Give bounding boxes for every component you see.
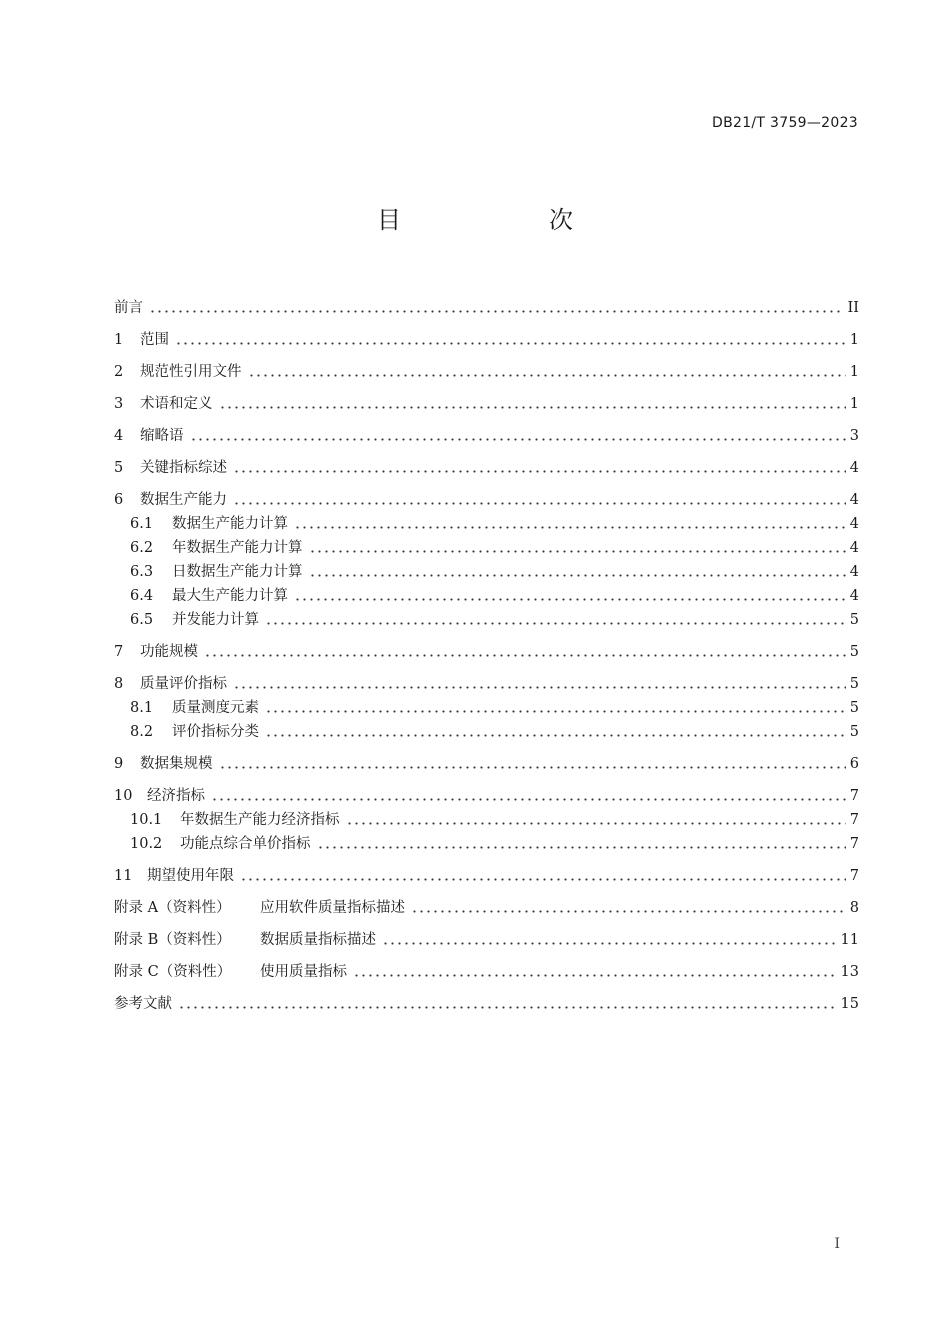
toc-dot-leader: [248, 374, 846, 377]
toc-dot-leader: [265, 710, 846, 713]
toc-entry-number: 6.4: [130, 588, 154, 604]
toc-entry-page: 5: [849, 644, 859, 660]
toc-dot-leader: [309, 550, 846, 553]
toc-entry-label: 应用软件质量指标描述: [260, 900, 405, 916]
toc-dot-leader: [265, 734, 846, 737]
toc-entry[interactable]: [114, 918, 859, 950]
toc-entry-label: 最大生产能力计算: [172, 588, 288, 604]
toc-entry-number: 附录 B（资料性）: [114, 932, 231, 948]
toc-entry-label: 功能点综合单价指标: [180, 836, 311, 852]
toc-entry[interactable]: [114, 742, 859, 774]
toc-entry-number: 6.5: [130, 612, 154, 628]
toc-entry[interactable]: [114, 446, 859, 478]
toc-entry-number: 8.2: [130, 724, 154, 740]
page-number: I: [834, 1236, 840, 1252]
toc-entry[interactable]: [114, 886, 859, 918]
toc-dot-leader: [294, 598, 846, 601]
toc-entry-label: 评价指标分类: [172, 724, 259, 740]
toc-entry[interactable]: [114, 854, 859, 886]
toc-entry[interactable]: [114, 606, 859, 630]
toc-entry-page: 6: [849, 756, 859, 772]
toc-entry-number: 8.1: [130, 700, 154, 716]
toc-entry[interactable]: [114, 662, 859, 694]
toc-entry[interactable]: [114, 318, 859, 350]
toc-dot-leader: [233, 470, 846, 473]
toc-entry-label: 数据集规模: [140, 756, 213, 772]
toc-entry-page: 1: [849, 332, 859, 348]
toc-entry-number: 10: [114, 788, 133, 804]
toc-dot-leader: [317, 846, 846, 849]
toc-entry-label: 功能规模: [140, 644, 198, 660]
toc-entry-page: 15: [840, 996, 859, 1012]
toc-entry-number: 7: [114, 644, 124, 660]
toc-dot-leader: [233, 502, 846, 505]
toc-entry-page: 4: [849, 492, 859, 508]
toc-entry-label: 参考文献: [114, 996, 172, 1012]
toc-entry-page: 4: [849, 564, 859, 580]
toc-dot-leader: [219, 406, 846, 409]
toc-entry-number: 2: [114, 364, 124, 380]
toc-entry-page: 13: [840, 964, 859, 980]
toc-dot-leader: [204, 654, 846, 657]
toc-entry[interactable]: [114, 830, 859, 854]
toc-entry-number: 10.2: [130, 836, 163, 852]
toc-entry[interactable]: [114, 286, 859, 318]
toc-entry[interactable]: [114, 510, 859, 534]
toc-entry-number: 3: [114, 396, 124, 412]
toc-entry-label: 数据质量指标描述: [260, 932, 376, 948]
toc-entry-number: 4: [114, 428, 124, 444]
toc-entry-number: 9: [114, 756, 124, 772]
toc-entry-number: 6.2: [130, 540, 154, 556]
toc-entry-label: 质量评价指标: [140, 676, 227, 692]
toc-entry[interactable]: [114, 414, 859, 446]
toc-entry[interactable]: [114, 718, 859, 742]
toc-dot-leader: [149, 310, 844, 313]
toc-dot-leader: [411, 910, 846, 913]
toc-dot-leader: [346, 822, 846, 825]
toc-entry-label: 期望使用年限: [147, 868, 234, 884]
toc-entry-number: 附录 A（资料性）: [114, 900, 231, 916]
toc-entry-number: 6.3: [130, 564, 154, 580]
toc-entry-page: 5: [849, 724, 859, 740]
toc-entry-label: 质量测度元素: [172, 700, 259, 716]
toc-entry-number: 8: [114, 676, 124, 692]
toc-dot-leader: [178, 1006, 837, 1009]
toc-entry-label: 规范性引用文件: [140, 364, 242, 380]
toc-entry[interactable]: [114, 630, 859, 662]
toc-entry-page: 8: [849, 900, 859, 916]
toc-entry-page: 5: [849, 700, 859, 716]
toc-entry-number: 10.1: [130, 812, 163, 828]
toc-entry-number: 11: [114, 868, 133, 884]
toc-entry-page: 7: [849, 788, 859, 804]
toc-entry[interactable]: [114, 382, 859, 414]
toc-entry-page: 4: [849, 540, 859, 556]
toc-entry-number: 6.1: [130, 516, 154, 532]
toc-dot-leader: [190, 438, 846, 441]
toc-entry-label: 前言: [114, 300, 143, 316]
toc-entry-page: 4: [849, 588, 859, 604]
toc-entry-label: 关键指标综述: [140, 460, 227, 476]
toc-entry-label: 数据生产能力: [140, 492, 227, 508]
toc-dot-leader: [309, 574, 846, 577]
toc-entry-label: 数据生产能力计算: [172, 516, 288, 532]
toc-entry[interactable]: [114, 478, 859, 510]
toc-entry-number: 附录 C（资料性）: [114, 964, 232, 980]
toc-entry-page: 11: [840, 932, 859, 948]
toc-entry-page: 7: [849, 868, 859, 884]
toc-entry-label: 年数据生产能力经济指标: [180, 812, 340, 828]
toc-entry-page: 3: [849, 428, 859, 444]
toc-entry-page: 7: [849, 836, 859, 852]
toc-entry-page: 5: [849, 676, 859, 692]
toc-dot-leader: [353, 974, 837, 977]
toc-entry[interactable]: [114, 950, 859, 982]
toc-entry-page: 1: [849, 396, 859, 412]
toc-entry[interactable]: [114, 582, 859, 606]
toc-entry-label: 经济指标: [147, 788, 205, 804]
toc-entry-page: 1: [849, 364, 859, 380]
toc-entry-page: 4: [849, 460, 859, 476]
toc-entry-page: 7: [849, 812, 859, 828]
toc-entry-label: 年数据生产能力计算: [172, 540, 303, 556]
toc-entry[interactable]: [114, 982, 859, 1014]
toc-entry-label: 日数据生产能力计算: [172, 564, 303, 580]
toc-dot-leader: [233, 686, 846, 689]
toc-entry[interactable]: [114, 806, 859, 830]
toc-entry[interactable]: [114, 774, 859, 806]
toc-dot-leader: [265, 622, 846, 625]
toc-dot-leader: [240, 878, 846, 881]
toc-dot-leader: [211, 798, 846, 801]
toc-dot-leader: [382, 942, 837, 945]
toc-dot-leader: [175, 342, 846, 345]
toc-entry-page: 4: [849, 516, 859, 532]
toc-entry[interactable]: [114, 694, 859, 718]
document-code: DB21/T 3759—2023: [712, 115, 858, 131]
toc-entry[interactable]: [114, 558, 859, 582]
toc-entry-page: 5: [849, 612, 859, 628]
toc-entry-number: 1: [114, 332, 124, 348]
toc-entry-label: 使用质量指标: [260, 964, 347, 980]
table-of-contents: [114, 286, 859, 1014]
toc-entry-label: 术语和定义: [140, 396, 213, 412]
toc-entry[interactable]: [114, 534, 859, 558]
toc-dot-leader: [219, 766, 846, 769]
toc-entry-label: 并发能力计算: [172, 612, 259, 628]
toc-entry[interactable]: [114, 350, 859, 382]
toc-entry-number: 5: [114, 460, 124, 476]
page-title: 目 次: [377, 206, 635, 234]
toc-entry-label: 缩略语: [140, 428, 184, 444]
toc-entry-number: 6: [114, 492, 124, 508]
toc-dot-leader: [294, 526, 846, 529]
toc-entry-page: II: [847, 300, 859, 316]
toc-entry-label: 范围: [140, 332, 169, 348]
